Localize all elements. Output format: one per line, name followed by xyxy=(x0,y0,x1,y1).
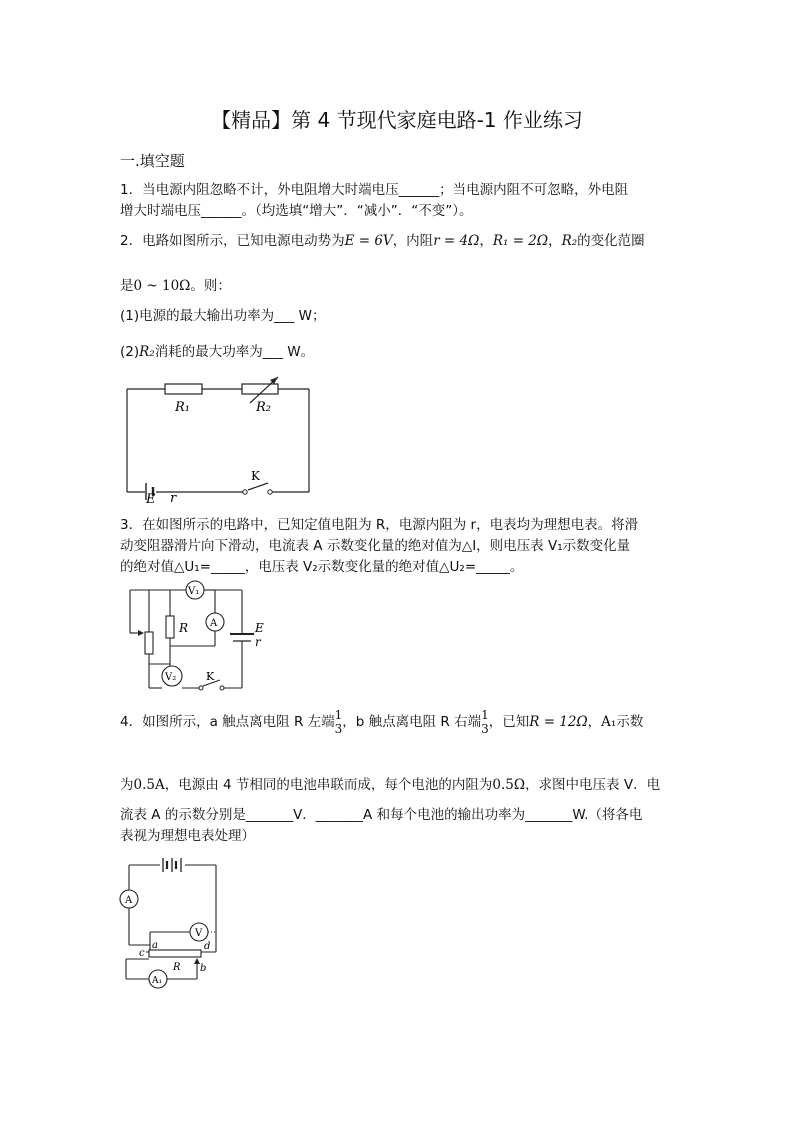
q2-fig-r-label: r xyxy=(170,491,177,505)
q2-fig-k-label: K xyxy=(251,469,260,483)
q2-text-b: ，内阻 xyxy=(392,233,434,249)
q2-fig-r2-label: R₂ xyxy=(256,400,271,415)
q2-text-a: 2．电路如图所示，已知电源电动势为 xyxy=(120,233,345,249)
q4-fig-c-point: c xyxy=(139,948,145,959)
q4-line-4: 表视为理想电表处理） xyxy=(120,828,255,844)
q4-line-1 xyxy=(120,708,643,736)
q4-fig-v-label: V xyxy=(195,928,203,939)
q1-line-1: 1．当电源内阻忽略不计，外电阻增大时端电压______；当电源内阻不可忽略，外电阻 xyxy=(120,182,629,198)
q3-fig-v2-label: V₂ xyxy=(165,672,177,683)
page-title: 【精品】第 4 节现代家庭电路-1 作业练习 xyxy=(211,108,583,132)
q2-sub-2-num: (2) xyxy=(120,344,140,360)
q3-line-3: 的绝对值△U₁=_____，电压表 V₂示数变化量的绝对值△U₂=_____。 xyxy=(120,559,524,575)
q4-text-a: 4．如图所示，a 触点离电阻 R 左端 xyxy=(120,714,335,730)
q2-internal-resistance: r = 4Ω xyxy=(433,233,480,249)
q2-circuit-diagram xyxy=(110,375,330,505)
q4-fraction-right xyxy=(481,708,489,736)
q2-fig-e-label: E xyxy=(146,492,156,505)
q4-circuit-diagram xyxy=(118,855,228,990)
q2-range: 0 ~ 10Ω xyxy=(133,278,191,294)
q3-fig-r-label: R xyxy=(179,621,189,635)
q4-fraction-left-den: 3 xyxy=(334,722,343,736)
q4-cell-resistance: 0.5Ω xyxy=(492,777,526,793)
q4-fig-a-point: a xyxy=(152,940,158,951)
q2-sub-2-r2: R₂ xyxy=(139,344,155,360)
q4-fig-a-label: A xyxy=(125,895,133,906)
q2-r1-value: R₁ = 2Ω xyxy=(492,233,549,249)
q4-current-value: 0.5A xyxy=(133,777,165,793)
q2-sub-2-text: 消耗的最大功率为___ W。 xyxy=(154,344,315,360)
q2-text-f: 是 xyxy=(120,278,134,294)
q2-fig-r1-label: R₁ xyxy=(175,400,190,415)
q4-text-g: ，电源由 4 节相同的电池串联而成，每个电池的内阻为 xyxy=(164,777,493,793)
q2-sub-1: (1)电源的最大输出功率为___ W； xyxy=(120,308,326,324)
q2-text-c: ， xyxy=(479,233,493,249)
q4-text-f: 为 xyxy=(120,777,134,793)
q4-fraction-right-den: 3 xyxy=(481,722,489,736)
q4-fraction-left-num: 1 xyxy=(334,708,343,722)
q4-fig-d-point: d xyxy=(204,941,211,952)
section-heading: 一.填空题 xyxy=(120,152,185,170)
q3-fig-k-label: K xyxy=(206,670,215,683)
q2-sub-2 xyxy=(120,342,314,362)
q4-text-b: ，b 触点离电阻 R 右端 xyxy=(342,714,482,730)
q2-line-2 xyxy=(120,276,231,296)
q3-fig-a-label: A xyxy=(210,618,218,629)
q2-text-e: 的变化范圈 xyxy=(577,233,645,249)
q2-emf: E = 6V xyxy=(344,233,393,249)
q4-text-e: 示数 xyxy=(616,714,644,730)
q4-r-value: R = 12Ω xyxy=(529,714,588,730)
q3-circuit-diagram xyxy=(120,580,280,695)
q4-fraction-right-num: 1 xyxy=(481,708,489,722)
q3-line-1: 3．在如图所示的电路中，已知定值电阻为 R，电源内阻为 r，电表均为理想电表。将滑 xyxy=(120,517,639,533)
q4-a1-symbol: A₁ xyxy=(601,714,617,730)
q4-fig-b-point: b xyxy=(200,963,207,974)
q4-fig-a1-label: A₁ xyxy=(152,976,163,986)
q2-line-1 xyxy=(120,231,645,251)
q4-line-2 xyxy=(120,775,660,795)
q3-fig-v1-label: V₁ xyxy=(188,586,200,597)
q4-text-c: ，已知 xyxy=(488,714,530,730)
q4-text-d: ， xyxy=(587,714,602,730)
q1-line-2: 增大时端电压______。（均选填“增大”．“减小”．“不变”）。 xyxy=(120,203,473,219)
q3-line-2: 动变阻器滑片向下滑动，电流表 A 示数变化量的绝对值为△I，则电压表 V₁示数变化量 xyxy=(120,538,631,554)
q4-text-h: ，求图中电压表 V．电 xyxy=(525,777,661,793)
q4-fig-r-label: R xyxy=(173,962,181,973)
q4-line-3: 流表 A 的示数分别是_______V．_______A 和每个电池的输出功率为_______W.（将各电 xyxy=(120,807,643,823)
q2-text-d: ， xyxy=(548,233,562,249)
q3-fig-rr-label: r xyxy=(255,635,261,649)
q3-fig-e-label: E xyxy=(255,621,264,635)
q2-text-g: 。则： xyxy=(190,278,231,294)
q2-r2-symbol: R₂ xyxy=(561,233,578,249)
